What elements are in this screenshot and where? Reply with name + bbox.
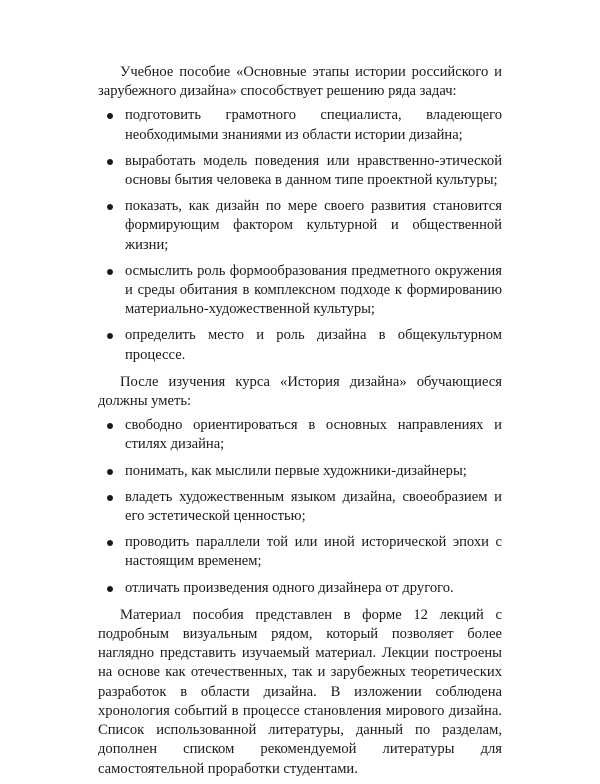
outcome-text: проводить параллели той или иной исторической эпохи с настоящим временем; bbox=[125, 534, 502, 570]
bullet-icon bbox=[107, 204, 113, 210]
task-text: выработать модель поведения или нравственно-этической основы бытия человека в данном типе проектной культуры; bbox=[125, 152, 502, 189]
task-item bbox=[98, 326, 502, 364]
bullet-icon bbox=[107, 113, 113, 119]
bullet-icon bbox=[107, 540, 113, 546]
bullet-icon bbox=[107, 333, 113, 339]
bullet-icon bbox=[107, 469, 113, 475]
tasks-list bbox=[98, 106, 502, 364]
bullet-icon bbox=[107, 586, 113, 592]
bullet-icon bbox=[107, 269, 113, 275]
task-text: определить место и роль дизайна в общекультурном процессе. bbox=[125, 327, 502, 363]
outcome-item bbox=[98, 533, 502, 571]
outcome-item bbox=[98, 416, 502, 454]
task-item bbox=[98, 197, 502, 255]
bullet-icon bbox=[107, 159, 113, 165]
outcome-item bbox=[98, 579, 502, 598]
task-text: показать, как дизайн по мере своего развития становится формирующим фактором культурной и общественной жизни; bbox=[125, 198, 502, 253]
outcome-item bbox=[98, 488, 502, 526]
task-item bbox=[98, 152, 502, 190]
task-text: подготовить грамотного специалиста, владеющего необходимыми знаниями из области истории дизайна; bbox=[125, 107, 502, 143]
outcomes-intro-paragraph: После изучения курса «История дизайна» обучающиеся должны уметь: bbox=[98, 373, 502, 410]
intro-paragraph: Учебное пособие «Основные этапы истории российского и зарубежного дизайна» способствует решению ряда задач: bbox=[98, 64, 502, 100]
bullet-icon bbox=[107, 495, 113, 501]
outcome-text: владеть художественным языком дизайна, своеобразием и его эстетической ценностью; bbox=[125, 488, 502, 525]
task-text: осмыслить роль формообразования предметного окружения и среды обитания в комплексном подходе к формированию материально-художественной культуры; bbox=[125, 262, 502, 318]
closing-paragraph: Материал пособия представлен в форме 12 лекций с подробным визуальным рядом, который позволяет более наглядно представить изучаемый материал. Лекции построены на основе как отечественных, так и зарубежных теоретических разработок в области дизайна. В изложении соблюдена хронология событий в процессе становления мирового дизайна. Список использованной литературы, данный по разделам, дополнен списком рекомендуемой литературы для самостоятельной проработки студентами. bbox=[98, 606, 502, 777]
task-item bbox=[98, 106, 502, 144]
text-block bbox=[98, 63, 502, 784]
outcome-item bbox=[98, 462, 502, 481]
outcome-text: понимать, как мыслили первые художники-дизайнеры; bbox=[125, 462, 467, 479]
outcomes-list bbox=[98, 416, 502, 598]
outcome-text: свободно ориентироваться в основных направлениях и стилях дизайна; bbox=[125, 417, 502, 453]
bullet-icon bbox=[107, 423, 113, 429]
outcome-text: отличать произведения одного дизайнера от другого. bbox=[125, 579, 454, 596]
task-item bbox=[98, 262, 502, 320]
